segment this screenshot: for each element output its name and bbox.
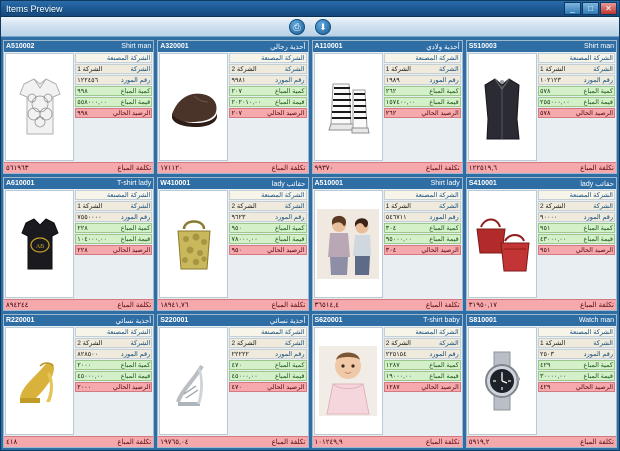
item-category: أحذية نسائي bbox=[115, 317, 152, 325]
field-branch: الشركة الشركة 2 bbox=[385, 340, 459, 347]
item-card-footer bbox=[467, 436, 616, 447]
item-row bbox=[3, 177, 617, 311]
item-card-body bbox=[158, 189, 307, 299]
field-company: الشركة المصنعة bbox=[538, 327, 615, 337]
field-balance: الرصيد الحالي ٩٩٨ bbox=[77, 110, 151, 117]
item-category: Shirt man bbox=[584, 43, 614, 50]
field-supplier: رقم المورد ٢٢٢٢٢ bbox=[231, 351, 305, 358]
item-card-footer bbox=[158, 299, 307, 310]
field-value-sold: قيمة المباع ٤٣٠٠٠,٠٠ bbox=[539, 236, 613, 243]
item-code: S620001 bbox=[314, 317, 343, 324]
field-supplier: رقم المورد ١٢٢٤٥٦ bbox=[77, 77, 151, 84]
field-value-sold: قيمة المباع ١٩٠٠٠,٠٠ bbox=[385, 373, 459, 380]
cost-label: تكلفة المباع bbox=[117, 302, 152, 309]
field-balance: الرصيد الحالي ٢٦٢ bbox=[385, 110, 459, 117]
print-button[interactable]: ⎙ bbox=[289, 19, 305, 35]
item-code: S510003 bbox=[468, 43, 497, 50]
item-fields bbox=[384, 326, 462, 436]
item-card-body bbox=[4, 189, 153, 299]
cost-label: تكلفة المباع bbox=[425, 302, 460, 309]
item-card-header bbox=[4, 41, 153, 52]
cost-value: ٨٩٤٢٤٤ bbox=[6, 302, 29, 309]
field-branch: الشركة الشركة 1 bbox=[77, 203, 151, 210]
field-balance: الرصيد الحالي ٤٢٩ bbox=[539, 384, 613, 391]
item-card[interactable] bbox=[157, 177, 308, 311]
item-card-footer bbox=[313, 162, 462, 173]
item-code: R220001 bbox=[6, 317, 35, 324]
item-category: Shirt man bbox=[121, 43, 152, 50]
cost-value: ١٨٩٤١,٧٦ bbox=[160, 302, 189, 309]
field-branch: الشركة الشركة 1 bbox=[385, 66, 459, 73]
item-card-header bbox=[158, 178, 307, 189]
item-code: A610001 bbox=[6, 180, 35, 187]
field-supplier: رقم المورد ٢٢٥١٥٤ bbox=[385, 351, 459, 358]
item-fields bbox=[384, 189, 462, 299]
field-balance: الرصيد الحالي ٢٢٨ bbox=[77, 247, 151, 254]
field-company: الشركة المصنعة bbox=[384, 190, 461, 200]
close-button[interactable]: ✕ bbox=[600, 2, 617, 15]
item-card-footer bbox=[4, 299, 153, 310]
item-card[interactable] bbox=[3, 40, 154, 174]
item-card[interactable] bbox=[3, 314, 154, 448]
field-supplier: رقم المورد ١٠٢١٢٣ bbox=[539, 77, 613, 84]
item-code: A510001 bbox=[314, 180, 343, 187]
field-value-sold: قيمة المباع ١٠٤٠٠٠,٠٠ bbox=[77, 236, 151, 243]
field-balance: الرصيد الحالي ٢٠٠٠ bbox=[77, 384, 151, 391]
item-card-header bbox=[313, 41, 462, 52]
item-card[interactable] bbox=[3, 177, 154, 311]
items-grid[interactable] bbox=[1, 37, 619, 450]
field-branch: الشركة الشركة 1 bbox=[539, 340, 613, 347]
item-image bbox=[159, 53, 228, 161]
field-value-sold: قيمة المباع ٩٥٠٠٠,٠٠ bbox=[385, 236, 459, 243]
cost-label: تكلفة المباع bbox=[117, 165, 152, 172]
cost-label: تكلفة المباع bbox=[117, 439, 152, 446]
item-image bbox=[159, 327, 228, 435]
cost-value: ٥٦١٩٦٣ bbox=[6, 165, 29, 172]
field-company: الشركة المصنعة bbox=[229, 327, 306, 337]
field-value-sold: قيمة المباع ٤٥٠٠٠,٠٠ bbox=[231, 373, 305, 380]
item-card-header bbox=[313, 315, 462, 326]
field-qty-sold: كمية المباع ٤٢٩ bbox=[539, 362, 613, 369]
field-company: الشركة المصنعة bbox=[75, 53, 152, 63]
cost-value: ١٧١١٢٠ bbox=[160, 165, 183, 172]
field-supplier: رقم المورد ٨٢٨٥٠٠ bbox=[77, 351, 151, 358]
field-supplier: رقم المورد ٩٠٠٠٠ bbox=[539, 214, 613, 221]
field-balance: الرصيد الحالي ٥٧٨ bbox=[539, 110, 613, 117]
item-card-header bbox=[4, 178, 153, 189]
item-card[interactable] bbox=[466, 177, 617, 311]
toolbar bbox=[1, 17, 619, 37]
cost-value: ١٩٧٦٥,٠٤ bbox=[160, 439, 189, 446]
item-card-body bbox=[4, 326, 153, 436]
cost-value: ٣١٩٥٠,١٧ bbox=[468, 302, 498, 309]
item-fields bbox=[538, 189, 616, 299]
field-branch: الشركة الشركة 2 bbox=[539, 203, 613, 210]
cost-label: تكلفة المباع bbox=[271, 165, 306, 172]
item-fields bbox=[229, 189, 307, 299]
item-image bbox=[5, 327, 74, 435]
item-fields bbox=[229, 52, 307, 162]
field-supplier: رقم المورد ٥٤٦٧١١ bbox=[385, 214, 459, 221]
item-code: A510002 bbox=[6, 43, 35, 50]
field-qty-sold: كمية المباع ٤٧٠ bbox=[231, 362, 305, 369]
item-image bbox=[314, 53, 383, 161]
item-card[interactable] bbox=[312, 177, 463, 311]
item-card-footer bbox=[158, 162, 307, 173]
item-card-header bbox=[313, 178, 462, 189]
item-image bbox=[468, 190, 537, 298]
cost-label: تكلفة المباع bbox=[580, 302, 614, 309]
field-qty-sold: كمية المباع ٩٩٨ bbox=[77, 88, 151, 95]
field-branch: الشركة الشركة 1 bbox=[385, 203, 459, 210]
item-fields bbox=[538, 52, 616, 162]
item-image bbox=[468, 327, 537, 435]
item-category: حقائب lady bbox=[580, 180, 614, 188]
field-balance: الرصيد الحالي ٢٠٧ bbox=[231, 110, 305, 117]
item-fields bbox=[75, 326, 153, 436]
item-image bbox=[468, 53, 537, 161]
field-value-sold: قيمة المباع ٧٨٠٠٠,٠٠ bbox=[231, 236, 305, 243]
field-balance: الرصيد الحالي ١٢٨٧ bbox=[385, 384, 459, 391]
item-card-header bbox=[467, 315, 616, 326]
field-qty-sold: كمية المباع ٢٢٨ bbox=[77, 225, 151, 232]
item-category: حقائب lady bbox=[271, 180, 306, 188]
item-code: W410001 bbox=[160, 180, 191, 187]
item-fields bbox=[75, 189, 153, 299]
item-card-footer bbox=[4, 162, 153, 173]
field-balance: الرصيد الحالي ٩٥٠ bbox=[231, 247, 305, 254]
item-fields bbox=[75, 52, 153, 162]
item-image bbox=[5, 53, 74, 161]
item-category: أحذية رجالي bbox=[270, 43, 306, 51]
maximize-button[interactable]: □ bbox=[582, 2, 599, 15]
field-value-sold: قيمة المباع ٢٠٢٠١٠,٠٠ bbox=[231, 99, 305, 106]
item-card-footer bbox=[467, 162, 616, 173]
field-qty-sold: كمية المباع ٩٥٠ bbox=[231, 225, 305, 232]
title-bar bbox=[1, 1, 619, 17]
field-company: الشركة المصنعة bbox=[229, 53, 306, 63]
field-branch: الشركة الشركة 2 bbox=[231, 340, 305, 347]
field-qty-sold: كمية المباع ٢٠٠٠ bbox=[77, 362, 151, 369]
item-category: أحذية نسائي bbox=[269, 317, 306, 325]
item-card[interactable] bbox=[157, 314, 308, 448]
item-fields bbox=[538, 326, 616, 436]
field-supplier: رقم المورد ١٩٨٩ bbox=[385, 77, 459, 84]
item-card-footer bbox=[4, 436, 153, 447]
field-value-sold: قيمة المباع ٣٠٠٠٠,٠٠ bbox=[539, 373, 613, 380]
item-fields bbox=[384, 52, 462, 162]
field-qty-sold: كمية المباع ٩٥١ bbox=[539, 225, 613, 232]
item-card-footer bbox=[467, 299, 616, 310]
item-image bbox=[314, 327, 383, 435]
field-branch: الشركة الشركة 1 bbox=[539, 66, 613, 73]
field-branch: الشركة الشركة 2 bbox=[77, 340, 151, 347]
cost-value: ٣٦٥١٤,٤ bbox=[314, 302, 340, 309]
field-value-sold: قيمة المباع ٢٥٥٠٠٠,٠٠ bbox=[539, 99, 613, 106]
window-buttons bbox=[564, 2, 617, 15]
item-card-body bbox=[467, 189, 616, 299]
item-card-header bbox=[158, 41, 307, 52]
svg-text:AB: AB bbox=[35, 244, 44, 250]
cost-value: ٩٩٣٧٠ bbox=[314, 165, 334, 172]
item-card[interactable] bbox=[312, 40, 463, 174]
cost-value: ١٠١٢٤٩,٩ bbox=[314, 439, 343, 446]
field-supplier: رقم المورد ٩٩٨١ bbox=[231, 77, 305, 84]
item-category: T-shirt baby bbox=[423, 317, 460, 324]
field-qty-sold: كمية المباع ٥٧٨ bbox=[539, 88, 613, 95]
cost-label: تكلفة المباع bbox=[580, 165, 614, 172]
cost-label: تكلفة المباع bbox=[271, 302, 306, 309]
cost-label: تكلفة المباع bbox=[425, 165, 460, 172]
cost-label: تكلفة المباع bbox=[271, 439, 306, 446]
field-company: الشركة المصنعة bbox=[384, 53, 461, 63]
item-category: أحذية ولادي bbox=[426, 43, 460, 51]
item-card-body bbox=[158, 326, 307, 436]
item-card-body bbox=[467, 326, 616, 436]
item-code: A110001 bbox=[314, 43, 343, 50]
item-category: Watch man bbox=[578, 317, 614, 324]
cost-value: ١٢٢٥١٩,٦ bbox=[468, 165, 498, 172]
field-company: الشركة المصنعة bbox=[538, 190, 615, 200]
item-card-body bbox=[313, 189, 462, 299]
item-fields bbox=[229, 326, 307, 436]
field-branch: الشركة الشركة 1 bbox=[77, 66, 151, 73]
field-qty-sold: كمية المباع ٢٦٢ bbox=[385, 88, 459, 95]
field-supplier: رقم المورد ٩٦٢٣ bbox=[231, 214, 305, 221]
item-image bbox=[159, 190, 228, 298]
field-value-sold: قيمة المباع ٤٥٠٠٠,٠٠ bbox=[77, 373, 151, 380]
field-branch: الشركة الشركة 2 bbox=[231, 203, 305, 210]
item-card[interactable] bbox=[157, 40, 308, 174]
item-card-body bbox=[158, 52, 307, 162]
cost-value: ٤١٨ bbox=[6, 439, 18, 446]
export-button[interactable]: ⬇ bbox=[315, 19, 331, 35]
item-category: Shirt lady bbox=[430, 180, 460, 187]
field-value-sold: قيمة المباع ١٥٧٤٠٠,٠٠ bbox=[385, 99, 459, 106]
item-card-body bbox=[313, 326, 462, 436]
field-company: الشركة المصنعة bbox=[384, 327, 461, 337]
field-supplier: رقم المورد ٧٥٥٠٠٠٠ bbox=[77, 214, 151, 221]
field-company: الشركة المصنعة bbox=[75, 190, 152, 200]
item-image bbox=[5, 190, 74, 298]
field-company: الشركة المصنعة bbox=[538, 53, 615, 63]
item-image bbox=[314, 190, 383, 298]
item-card-header bbox=[467, 178, 616, 189]
field-company: الشركة المصنعة bbox=[75, 327, 152, 337]
item-code: S810001 bbox=[468, 317, 497, 324]
field-value-sold: قيمة المباع ٥٥٨٠٠٠,٠٠ bbox=[77, 99, 151, 106]
field-branch: الشركة الشركة 2 bbox=[231, 66, 305, 73]
item-card[interactable] bbox=[466, 314, 617, 448]
field-company: الشركة المصنعة bbox=[229, 190, 306, 200]
item-row bbox=[3, 40, 617, 174]
item-card-footer bbox=[158, 436, 307, 447]
item-card-footer bbox=[313, 436, 462, 447]
minimize-button[interactable]: _ bbox=[564, 2, 581, 15]
item-code: S220001 bbox=[160, 317, 189, 324]
item-card-footer bbox=[313, 299, 462, 310]
item-row bbox=[3, 314, 617, 448]
item-card[interactable] bbox=[312, 314, 463, 448]
item-card-header bbox=[4, 315, 153, 326]
item-category: T-shirt lady bbox=[117, 180, 152, 187]
item-card-body bbox=[313, 52, 462, 162]
item-card[interactable] bbox=[466, 40, 617, 174]
field-balance: الرصيد الحالي ٣٠٤ bbox=[385, 247, 459, 254]
field-qty-sold: كمية المباع ٢٠٧ bbox=[231, 88, 305, 95]
item-card-header bbox=[467, 41, 616, 52]
field-qty-sold: كمية المباع ١٢٨٧ bbox=[385, 362, 459, 369]
item-code: S410001 bbox=[468, 180, 497, 187]
field-qty-sold: كمية المباع ٣٠٤ bbox=[385, 225, 459, 232]
field-supplier: رقم المورد ٢٥٠٣ bbox=[539, 351, 613, 358]
cost-label: تكلفة المباع bbox=[580, 439, 614, 446]
item-card-body bbox=[467, 52, 616, 162]
item-code: A320001 bbox=[160, 43, 189, 50]
cost-value: ٥٩١٩,٢ bbox=[468, 439, 490, 446]
item-card-header bbox=[158, 315, 307, 326]
field-balance: الرصيد الحالي ٤٧٠ bbox=[231, 384, 305, 391]
cost-label: تكلفة المباع bbox=[425, 439, 460, 446]
window-title: Items Preview bbox=[6, 3, 63, 14]
item-card-body bbox=[4, 52, 153, 162]
field-balance: الرصيد الحالي ٩٥١ bbox=[539, 247, 613, 254]
